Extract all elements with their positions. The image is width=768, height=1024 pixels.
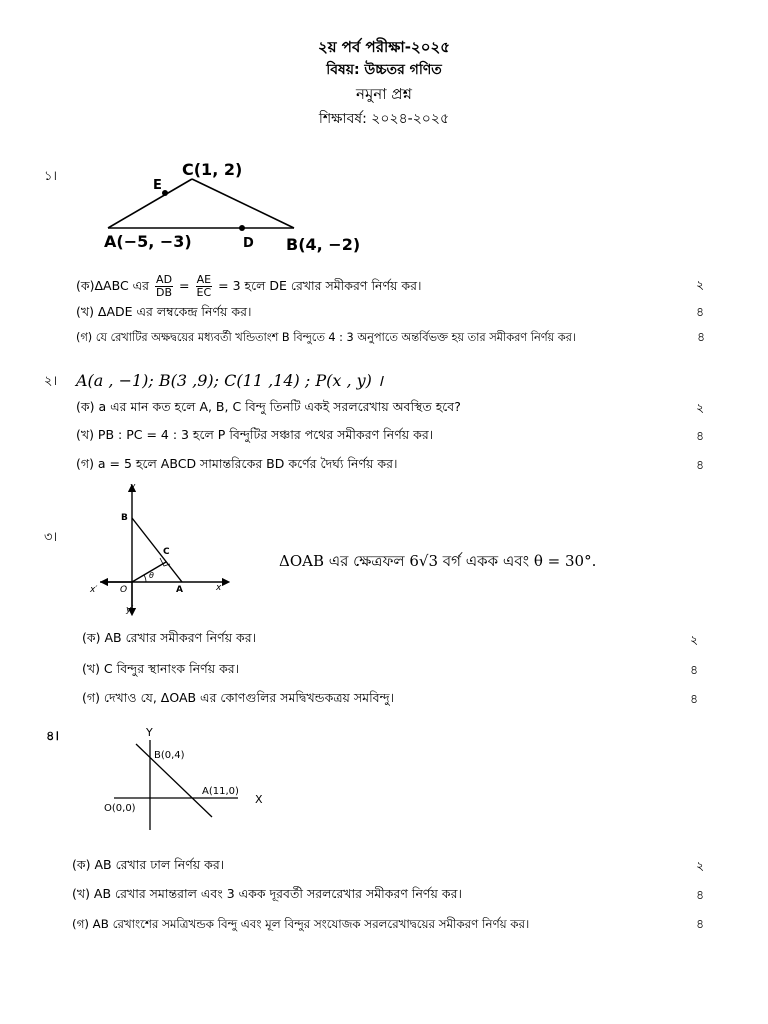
q3-part-c: (গ) দেখাও যে, ΔOAB এর কোণগুলির সমদ্বিখন্ডকত্রয় সমবিন্দু। [82,690,395,705]
q4-c-mark: ৪ [696,916,705,931]
q1-triangle-figure [100,155,370,260]
q3-label-b: B [121,513,128,523]
question-2-number: ২। [44,374,58,389]
q4-part-b: (খ) AB রেখার সমান্তরাল এবং 3 একক দূরবর্তী সরলরেখার সমীকরণ নির্ণয় কর। [72,886,462,901]
q1-label-d: D [243,236,254,251]
q1-label-e: E [153,178,162,193]
q4-line-figure [98,722,288,837]
q1-part-b: (খ) ΔADE এর লম্বকেন্দ্র নির্ণয় কর। [76,304,252,319]
q3-axes-figure [86,480,236,620]
q1-label-c: C(1, 2) [182,160,243,179]
q4-a-mark: ২ [696,858,705,873]
q3-label-o: O [120,585,128,595]
q3-label-a: A [176,585,183,595]
q3-label-xprime: x′ [90,585,98,595]
q3-label-yprime: y′ [126,605,134,615]
question-1-number: ১। [44,169,58,184]
exam-title: ২য় পর্ব পরীক্ষা-২০২৫ [317,38,450,56]
q2-b-mark: ৪ [696,428,705,443]
q4-part-c: (গ) AB রেখাংশের সমত্রিখন্ডক বিন্দু এবং মূল বিন্দুর সংযোজক সরলরেখাদ্বয়ের সমীকরণ নির্ণয় কর। [72,917,530,931]
q1-part-c: (গ) যে রেখাটির অক্ষদ্বয়ের মধ্যবর্তী খন্ডিতাংশ B বিন্দুতে 4 : 3 অনুপাতে অন্তর্বিভক্ত হয় তার সমীকরণ নির্ণয় কর। [76,331,576,344]
q2-part-c: (গ) a = 5 হলে ABCD সামান্তরিকের BD কর্ণের দৈর্ঘ্য নির্ণয় কর। [76,456,398,471]
question-4-number: ৪। [46,729,60,744]
q3-label-x: x [216,583,222,593]
q1-label-b: B(4, −2) [286,235,361,254]
q3-label-theta: θ [149,571,154,580]
q2-part-a: (ক) a এর মান কত হলে A, B, C বিন্দু তিনটি একই সরলরেখায় অবস্থিত হবে? [76,399,461,414]
q3-b-mark: ৪ [690,662,699,677]
q1-b-mark: ৪ [696,304,705,319]
q3-label-y: y [130,482,136,492]
q2-stem: A(a , −1); B(3 ,9); C(11 ,14) ; P(x , y) । [76,371,384,390]
question-3-number: ৩। [44,530,58,545]
q4-b-mark: ৪ [696,887,705,902]
q3-part-b: (খ) C বিন্দুর স্থানাংক নির্ণয় কর। [82,661,240,676]
q1-c-mark: ৪ [697,329,706,344]
q1-part-a: (ক)ΔABC এর $\frac{AD}{DB}$ = $\frac{AE}{EC}$ = 3 হলে DE রেখার সমীকরণ নির্ণয় কর। [76,273,422,299]
subject-title: বিষয়: উচ্চতর গণিত [326,62,442,78]
q4-label-y: Y [146,726,153,739]
q3-c-mark: ৪ [690,691,699,706]
q4-label-x: X [255,793,263,806]
paper-type: নমুনা প্রশ্ন [356,85,412,103]
q1-a-mark: ২ [696,277,705,292]
q4-part-a: (ক) AB রেখার ঢাল নির্ণয় কর। [72,857,225,872]
q4-label-b: B(0,4) [154,750,185,761]
q4-label-a: A(11,0) [202,786,239,797]
q3-label-c: C [163,547,170,557]
session-year: শিক্ষাবর্ষ: ২০২৪-২০২৫ [318,111,450,127]
q2-part-b: (খ) PB : PC = 4 : 3 হলে P বিন্দুটির সঞ্চার পথের সমীকরণ নির্ণয় কর। [76,427,434,442]
q2-a-mark: ২ [696,400,705,415]
q3-a-mark: ২ [690,632,699,647]
q3-stem: ΔOAB এর ক্ষেত্রফল 6√3 বর্গ একক এবং θ = 30°. [279,552,597,570]
q3-part-a: (ক) AB রেখার সমীকরণ নির্ণয় কর। [82,630,257,645]
q2-c-mark: ৪ [696,457,705,472]
q4-label-o: O(0,0) [104,803,136,814]
q1-label-a: A(−5, −3) [104,232,192,251]
